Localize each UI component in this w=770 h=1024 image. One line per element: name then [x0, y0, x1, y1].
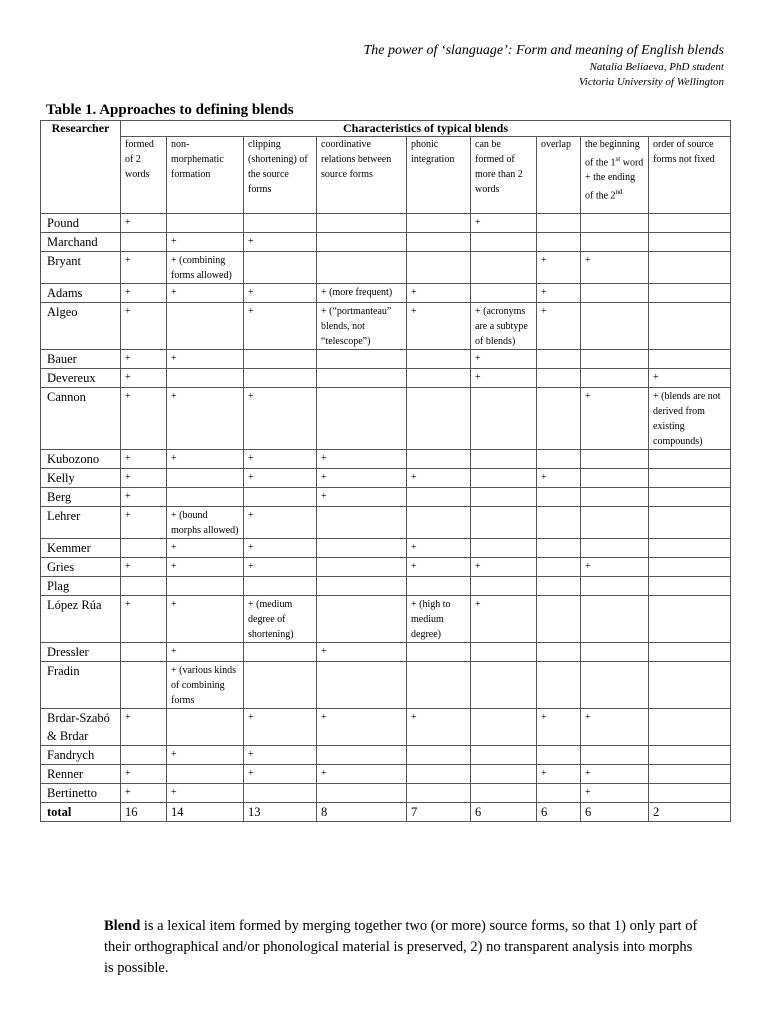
- table-cell: +: [471, 558, 537, 577]
- table-cell: [649, 746, 731, 765]
- table-cell: +: [317, 709, 407, 746]
- total-label: total: [41, 803, 121, 822]
- table-cell: [317, 233, 407, 252]
- table-cell: +: [121, 784, 167, 803]
- table-cell: [581, 469, 649, 488]
- table-cell: +: [471, 596, 537, 643]
- table-cell: [407, 450, 471, 469]
- paper-title: The power of ‘slanguage’: Form and meaning of English blends: [363, 43, 724, 58]
- researcher-name: López Rúa: [41, 596, 121, 643]
- table-cell: + (more frequent): [317, 284, 407, 303]
- table-cell: +: [121, 488, 167, 507]
- table-cell: [471, 709, 537, 746]
- table-cell: +: [244, 539, 317, 558]
- table-cell: +: [121, 388, 167, 450]
- table-cell: [317, 369, 407, 388]
- document-header: [364, 42, 724, 90]
- table-row: [41, 469, 731, 488]
- table-cell: +: [537, 284, 581, 303]
- table-cell: [121, 643, 167, 662]
- table-row: [41, 539, 731, 558]
- table-row: [41, 662, 731, 709]
- table-row: [41, 746, 731, 765]
- table-row: [41, 577, 731, 596]
- researcher-name: Brdar-Szabó & Brdar: [41, 709, 121, 746]
- blends-table: [40, 120, 731, 822]
- table-cell: [471, 469, 537, 488]
- table-cell: +: [407, 709, 471, 746]
- table-cell: [121, 233, 167, 252]
- table-cell: [317, 558, 407, 577]
- table-cell: +: [244, 765, 317, 784]
- table-cell: [317, 662, 407, 709]
- table-cell: +: [167, 643, 244, 662]
- table-cell: [244, 350, 317, 369]
- table-cell: [471, 233, 537, 252]
- table-cell: [649, 450, 731, 469]
- column-header: overlap: [537, 137, 581, 214]
- table-cell: +: [121, 507, 167, 539]
- table-cell: [649, 488, 731, 507]
- table-cell: [244, 214, 317, 233]
- table-row: [41, 450, 731, 469]
- table-row: [41, 214, 731, 233]
- table-cell: [471, 577, 537, 596]
- table-cell: [649, 662, 731, 709]
- total-value: 6: [471, 803, 537, 822]
- researcher-name: Plag: [41, 577, 121, 596]
- total-value: 6: [581, 803, 649, 822]
- table-cell: [537, 577, 581, 596]
- table-cell: + (combining forms allowed): [167, 252, 244, 284]
- table-cell: +: [167, 596, 244, 643]
- table-cell: [581, 643, 649, 662]
- researcher-name: Fradin: [41, 662, 121, 709]
- table-cell: [121, 577, 167, 596]
- table-cell: [471, 784, 537, 803]
- table-row: [41, 709, 731, 746]
- researcher-name: Bryant: [41, 252, 121, 284]
- table-cell: [537, 450, 581, 469]
- table-cell: +: [471, 214, 537, 233]
- researcher-name: Berg: [41, 488, 121, 507]
- table-cell: [537, 369, 581, 388]
- table-cell: +: [317, 765, 407, 784]
- table-cell: [407, 488, 471, 507]
- table-cell: [244, 643, 317, 662]
- table-cell: [317, 388, 407, 450]
- table-cell: +: [167, 350, 244, 369]
- table-cell: +: [121, 284, 167, 303]
- table-cell: +: [407, 558, 471, 577]
- affiliation-line: Victoria University of Wellington: [578, 76, 724, 88]
- table-cell: [407, 746, 471, 765]
- table-cell: [649, 539, 731, 558]
- table-cell: [649, 577, 731, 596]
- column-header: coordinative relations between source forms: [317, 137, 407, 214]
- table-cell: +: [581, 558, 649, 577]
- table-cell: [581, 596, 649, 643]
- table-cell: +: [581, 252, 649, 284]
- table-cell: [317, 746, 407, 765]
- table-cell: [167, 303, 244, 350]
- table-cell: +: [581, 388, 649, 450]
- table-row: [41, 765, 731, 784]
- table-row: [41, 507, 731, 539]
- table-cell: [407, 350, 471, 369]
- table-cell: +: [649, 369, 731, 388]
- table-cell: [244, 784, 317, 803]
- researcher-name: Algeo: [41, 303, 121, 350]
- table-cell: [649, 252, 731, 284]
- table-cell: [407, 765, 471, 784]
- table-cell: +: [581, 784, 649, 803]
- column-header: non-morphematic formation: [167, 137, 244, 214]
- total-value: 16: [121, 803, 167, 822]
- total-value: 14: [167, 803, 244, 822]
- table-cell: +: [167, 539, 244, 558]
- table-cell: + (various kinds of combining forms: [167, 662, 244, 709]
- researcher-name: Adams: [41, 284, 121, 303]
- table-cell: [317, 577, 407, 596]
- table-cell: [537, 643, 581, 662]
- table-row: [41, 369, 731, 388]
- table-cell: [649, 765, 731, 784]
- researcher-header: Researcher: [41, 121, 121, 214]
- table-cell: [317, 507, 407, 539]
- table-cell: +: [244, 709, 317, 746]
- table-cell: [471, 488, 537, 507]
- table-cell: [649, 709, 731, 746]
- table-cell: [167, 469, 244, 488]
- researcher-name: Lehrer: [41, 507, 121, 539]
- table-row: [41, 558, 731, 577]
- table-cell: +: [244, 558, 317, 577]
- table-cell: +: [167, 746, 244, 765]
- table-cell: [471, 284, 537, 303]
- table-cell: [581, 369, 649, 388]
- table-cell: +: [121, 369, 167, 388]
- table-cell: +: [121, 469, 167, 488]
- table-cell: + (high to medium degree): [407, 596, 471, 643]
- researcher-name: Kubozono: [41, 450, 121, 469]
- table-cell: [649, 596, 731, 643]
- table-cell: [167, 369, 244, 388]
- table-cell: +: [121, 709, 167, 746]
- column-header: clipping (shortening) of the source forms: [244, 137, 317, 214]
- total-value: 7: [407, 803, 471, 822]
- table-cell: +: [581, 709, 649, 746]
- table-cell: [537, 388, 581, 450]
- table-cell: +: [121, 450, 167, 469]
- researcher-name: Marchand: [41, 233, 121, 252]
- table-cell: +: [121, 252, 167, 284]
- table-cell: [581, 662, 649, 709]
- table-header-row: [41, 121, 731, 137]
- table-cell: +: [167, 388, 244, 450]
- table-cell: +: [121, 558, 167, 577]
- table-cell: [581, 746, 649, 765]
- table-cell: [581, 233, 649, 252]
- table-cell: +: [537, 303, 581, 350]
- table-cell: +: [537, 469, 581, 488]
- table-cell: + (acronyms are a subtype of blends): [471, 303, 537, 350]
- researcher-name: Gries: [41, 558, 121, 577]
- table-cell: [471, 643, 537, 662]
- table-cell: [407, 662, 471, 709]
- table-cell: + (medium degree of shortening): [244, 596, 317, 643]
- table-cell: [317, 539, 407, 558]
- author-line: Natalia Beliaeva, PhD student: [589, 61, 724, 73]
- table-cell: [471, 388, 537, 450]
- researcher-name: Pound: [41, 214, 121, 233]
- table-cell: [649, 350, 731, 369]
- table-cell: +: [317, 450, 407, 469]
- table-cell: [317, 350, 407, 369]
- table-cell: [244, 577, 317, 596]
- table-cell: [581, 350, 649, 369]
- table-cell: [537, 558, 581, 577]
- column-header-row: [41, 137, 731, 214]
- table-cell: + (bound morphs allowed): [167, 507, 244, 539]
- total-value: 6: [537, 803, 581, 822]
- table-cell: [121, 539, 167, 558]
- table-cell: +: [407, 539, 471, 558]
- table-cell: [537, 488, 581, 507]
- researcher-name: Dressler: [41, 643, 121, 662]
- table-cell: [317, 214, 407, 233]
- table-cell: +: [317, 643, 407, 662]
- table-cell: [317, 252, 407, 284]
- table-cell: +: [407, 284, 471, 303]
- total-row: [41, 803, 731, 822]
- researcher-name: Cannon: [41, 388, 121, 450]
- table-cell: +: [167, 233, 244, 252]
- definition-term: Blend: [104, 918, 141, 934]
- table-cell: [471, 507, 537, 539]
- table-cell: [244, 252, 317, 284]
- table-cell: [407, 784, 471, 803]
- definition-text: is a lexical item formed by merging together two (or more) source forms, so that 1) only part of their orthographical and/or phonological material is preserved, 2) no transparent analysis into morphs is possible.: [104, 918, 698, 976]
- table-row: [41, 388, 731, 450]
- table-cell: [649, 214, 731, 233]
- table-row: [41, 488, 731, 507]
- characteristics-header: Characteristics of typical blends: [121, 121, 731, 137]
- table-cell: +: [121, 765, 167, 784]
- table-cell: [244, 488, 317, 507]
- table-cell: [581, 284, 649, 303]
- table-cell: [471, 765, 537, 784]
- table-cell: +: [121, 303, 167, 350]
- table-cell: +: [244, 303, 317, 350]
- table-cell: +: [167, 784, 244, 803]
- column-header: the beginning of the 1st word + the ending of the 2nd: [581, 137, 649, 214]
- table-cell: [407, 233, 471, 252]
- table-cell: [537, 539, 581, 558]
- table-cell: +: [244, 450, 317, 469]
- table-row: [41, 350, 731, 369]
- researcher-name: Fandrych: [41, 746, 121, 765]
- table-cell: +: [121, 596, 167, 643]
- table-cell: [407, 507, 471, 539]
- table-cell: +: [317, 469, 407, 488]
- table-cell: [649, 233, 731, 252]
- column-header: phonic integration: [407, 137, 471, 214]
- table-cell: + (“portmanteau” blends, not “telescope”): [317, 303, 407, 350]
- table-cell: [537, 507, 581, 539]
- table-cell: [537, 662, 581, 709]
- table-row: [41, 596, 731, 643]
- table-cell: +: [244, 507, 317, 539]
- table-cell: +: [167, 284, 244, 303]
- table-title: Table 1. Approaches to defining blends: [46, 102, 294, 118]
- table-cell: +: [121, 214, 167, 233]
- table-cell: +: [317, 488, 407, 507]
- table-cell: [649, 558, 731, 577]
- table-cell: +: [121, 350, 167, 369]
- table-cell: [581, 507, 649, 539]
- table-cell: [121, 662, 167, 709]
- table-cell: [581, 488, 649, 507]
- table-cell: [244, 662, 317, 709]
- table-cell: [167, 577, 244, 596]
- table-cell: [581, 577, 649, 596]
- table-cell: [649, 507, 731, 539]
- table-body: [41, 214, 731, 822]
- total-value: 2: [649, 803, 731, 822]
- table-cell: [649, 784, 731, 803]
- table-cell: +: [407, 303, 471, 350]
- table-cell: [649, 284, 731, 303]
- table-cell: +: [537, 765, 581, 784]
- table-row: [41, 303, 731, 350]
- table-cell: [407, 214, 471, 233]
- table-cell: [317, 784, 407, 803]
- table-cell: [471, 662, 537, 709]
- table-cell: [537, 350, 581, 369]
- table-cell: [581, 450, 649, 469]
- table-cell: +: [167, 450, 244, 469]
- column-header: can be formed of more than 2 words: [471, 137, 537, 214]
- column-header: formed of 2 words: [121, 137, 167, 214]
- blend-definition: [104, 916, 704, 979]
- table-cell: [649, 469, 731, 488]
- table-cell: +: [471, 369, 537, 388]
- table-cell: +: [471, 350, 537, 369]
- table-cell: +: [167, 558, 244, 577]
- researcher-name: Devereux: [41, 369, 121, 388]
- table-cell: [167, 214, 244, 233]
- table-cell: [167, 709, 244, 746]
- table-cell: +: [407, 469, 471, 488]
- table-cell: [471, 746, 537, 765]
- table-cell: [471, 450, 537, 469]
- table-cell: +: [244, 388, 317, 450]
- table-row: [41, 284, 731, 303]
- table-cell: [537, 233, 581, 252]
- table-cell: [407, 369, 471, 388]
- total-value: 8: [317, 803, 407, 822]
- researcher-name: Bertinetto: [41, 784, 121, 803]
- table-cell: +: [244, 469, 317, 488]
- table-row: [41, 233, 731, 252]
- table-cell: [471, 252, 537, 284]
- researcher-name: Kemmer: [41, 539, 121, 558]
- table-cell: [649, 643, 731, 662]
- table-cell: +: [244, 233, 317, 252]
- table-cell: [121, 746, 167, 765]
- table-cell: [244, 369, 317, 388]
- table-cell: +: [537, 709, 581, 746]
- table-cell: [471, 539, 537, 558]
- table-cell: [167, 488, 244, 507]
- table-cell: [537, 214, 581, 233]
- table-cell: [407, 577, 471, 596]
- table-cell: [407, 388, 471, 450]
- table-cell: [581, 303, 649, 350]
- table-cell: [581, 214, 649, 233]
- researcher-name: Bauer: [41, 350, 121, 369]
- table-cell: +: [244, 746, 317, 765]
- total-value: 13: [244, 803, 317, 822]
- column-header: order of source forms not fixed: [649, 137, 731, 214]
- table-row: [41, 252, 731, 284]
- table-cell: [407, 643, 471, 662]
- table-cell: [581, 539, 649, 558]
- table-cell: +: [581, 765, 649, 784]
- table-cell: [537, 746, 581, 765]
- researcher-name: Kelly: [41, 469, 121, 488]
- table-cell: [407, 252, 471, 284]
- table-cell: [537, 596, 581, 643]
- table-cell: [537, 784, 581, 803]
- table-row: [41, 784, 731, 803]
- table-cell: [649, 303, 731, 350]
- researcher-name: Renner: [41, 765, 121, 784]
- table-cell: [167, 765, 244, 784]
- table-row: [41, 643, 731, 662]
- table-cell: [317, 596, 407, 643]
- table-cell: + (blends are not derived from existing compounds): [649, 388, 731, 450]
- table-cell: +: [244, 284, 317, 303]
- table-cell: +: [537, 252, 581, 284]
